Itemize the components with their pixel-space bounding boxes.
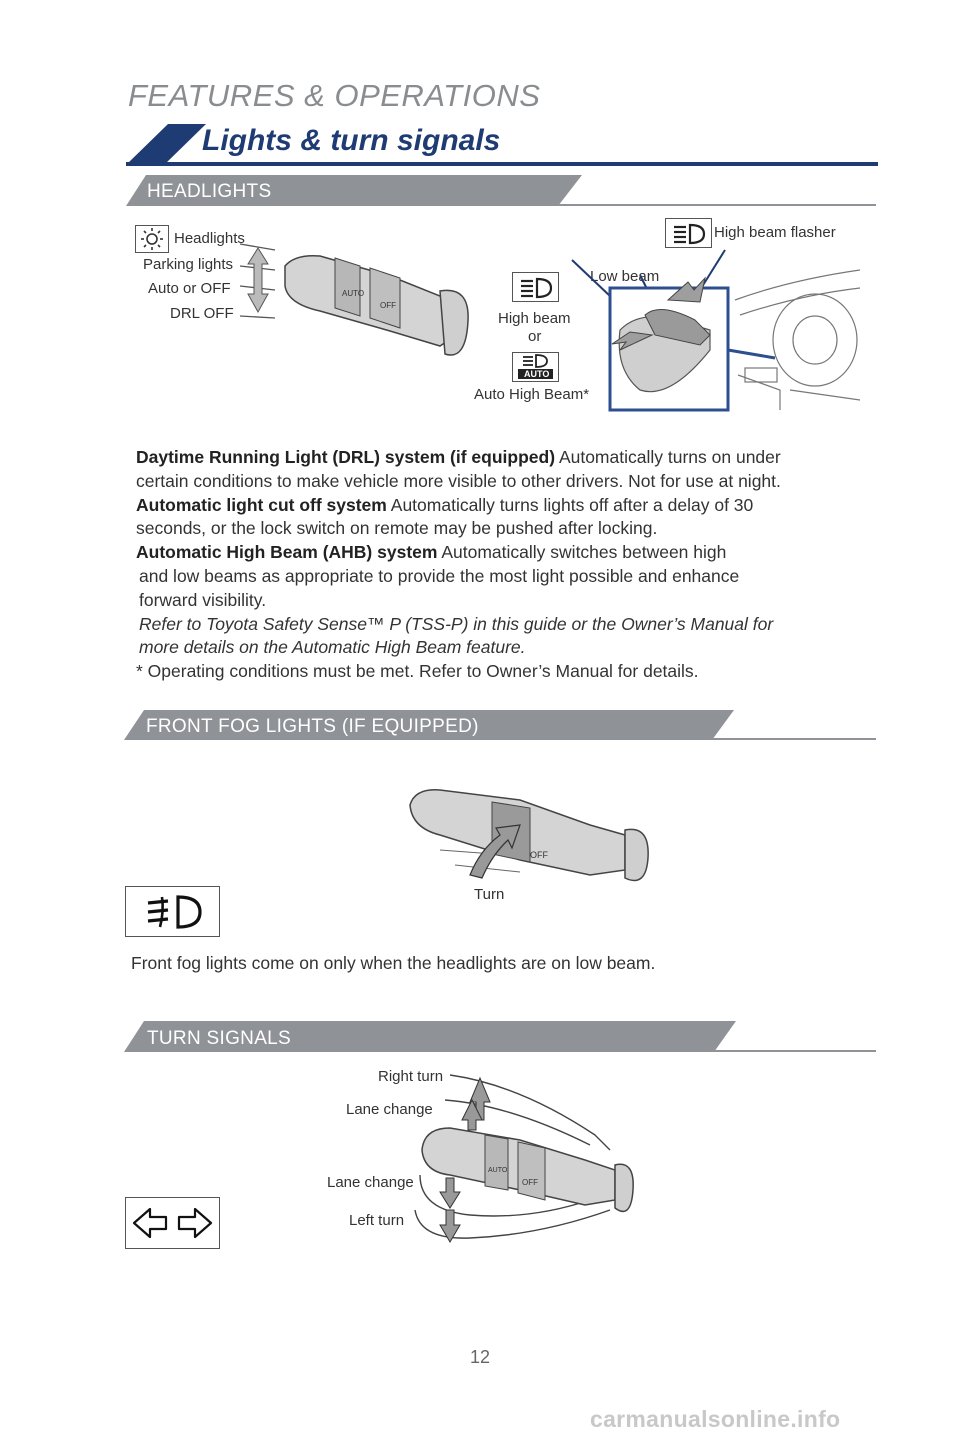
watermark: carmanualsonline.info (590, 1406, 841, 1432)
svg-text:OFF: OFF (530, 850, 548, 860)
label-drl-off: DRL OFF (170, 305, 234, 322)
ahb-text-2: and low beams as appropriate to provide the most light possible and enhance (139, 565, 740, 586)
ahb-text-1: Automatically switches between high (441, 542, 727, 563)
turn-signals-heading: TURN SIGNALS (147, 1028, 292, 1049)
fog-light-icon (126, 887, 219, 936)
page-title: Lights & turn signals (202, 124, 501, 157)
auto-high-beam-icon-box (512, 352, 559, 382)
cutoff-text-2: seconds, or the lock switch on remote may be pushed after locking. (136, 518, 658, 539)
page-number: 12 (469, 1347, 491, 1367)
headlight-stalk-illustration (240, 236, 480, 366)
label-auto-high-beam: Auto High Beam* (474, 386, 590, 403)
left-arrow-icon (134, 1209, 166, 1237)
fog-heading: FRONT FOG LIGHTS (IF EQUIPPED) (146, 716, 479, 737)
cutoff-title: Automatic light cut off system (136, 494, 387, 515)
steering-column-illustration (560, 240, 860, 420)
turn-arrows-icon (126, 1198, 219, 1248)
turn-signal-icon-box (125, 1197, 220, 1249)
drl-title: Daytime Running Light (DRL) system (if equipped) (136, 447, 556, 467)
high-beam-icon-box (512, 272, 559, 302)
headlights-heading: HEADLIGHTS (147, 181, 272, 202)
fog-stalk-illustration (400, 780, 660, 890)
label-high-beam-flasher: High beam flasher (714, 224, 836, 241)
label-left-turn: Left turn (349, 1212, 405, 1229)
fog-light-icon-box (125, 886, 220, 937)
sun-icon (136, 226, 168, 252)
label-right-turn: Right turn (378, 1068, 444, 1085)
ahb-text-3: forward visibility. (139, 589, 267, 610)
right-arrow-icon (179, 1209, 211, 1237)
label-high-beam: High beam (498, 310, 571, 327)
auto-icon-text: AUTO (524, 369, 550, 379)
label-turn: Turn (474, 886, 505, 903)
label-parking-lights: Parking lights (143, 256, 234, 273)
section-title: FEATURES & OPERATIONS (128, 78, 541, 113)
refer-text-1: Refer to Toyota Safety Sense™ P (TSS-P) in this guide or the Owner’s Manual for (139, 613, 774, 634)
headlight-icon-box (135, 225, 169, 253)
label-auto-off: Auto or OFF (148, 280, 231, 297)
label-low-beam: Low beam (590, 268, 660, 285)
label-lane-change-down: Lane change (327, 1174, 414, 1191)
turn-signal-stalk-illustration (410, 1060, 640, 1245)
headlights-description (136, 446, 871, 684)
label-lane-change-up: Lane change (346, 1101, 433, 1118)
ahb-title: Automatic High Beam (AHB) system (136, 542, 438, 563)
svg-text:AUTO: AUTO (342, 289, 365, 298)
fog-description: Front fog lights come on only when the headlights are on low beam. (131, 953, 656, 973)
refer-text-2: more details on the Automatic High Beam feature. (139, 637, 526, 658)
cutoff-text-1: Automatically turns lights off after a delay of 30 (390, 494, 754, 515)
drl-text-2: certain conditions to make vehicle more visible to other drivers. Not for use at night. (136, 470, 781, 491)
svg-text:AUTO: AUTO (488, 1167, 508, 1174)
label-headlights: Headlights (174, 230, 245, 247)
svg-text:OFF: OFF (380, 301, 396, 310)
footnote: * Operating conditions must be met. Refer to Owner’s Manual for details. (136, 661, 699, 682)
label-or: or (528, 328, 542, 345)
high-beam-icon (513, 273, 558, 301)
svg-text:OFF: OFF (522, 1178, 538, 1187)
drl-text-1: Automatically turns on under (558, 447, 781, 467)
